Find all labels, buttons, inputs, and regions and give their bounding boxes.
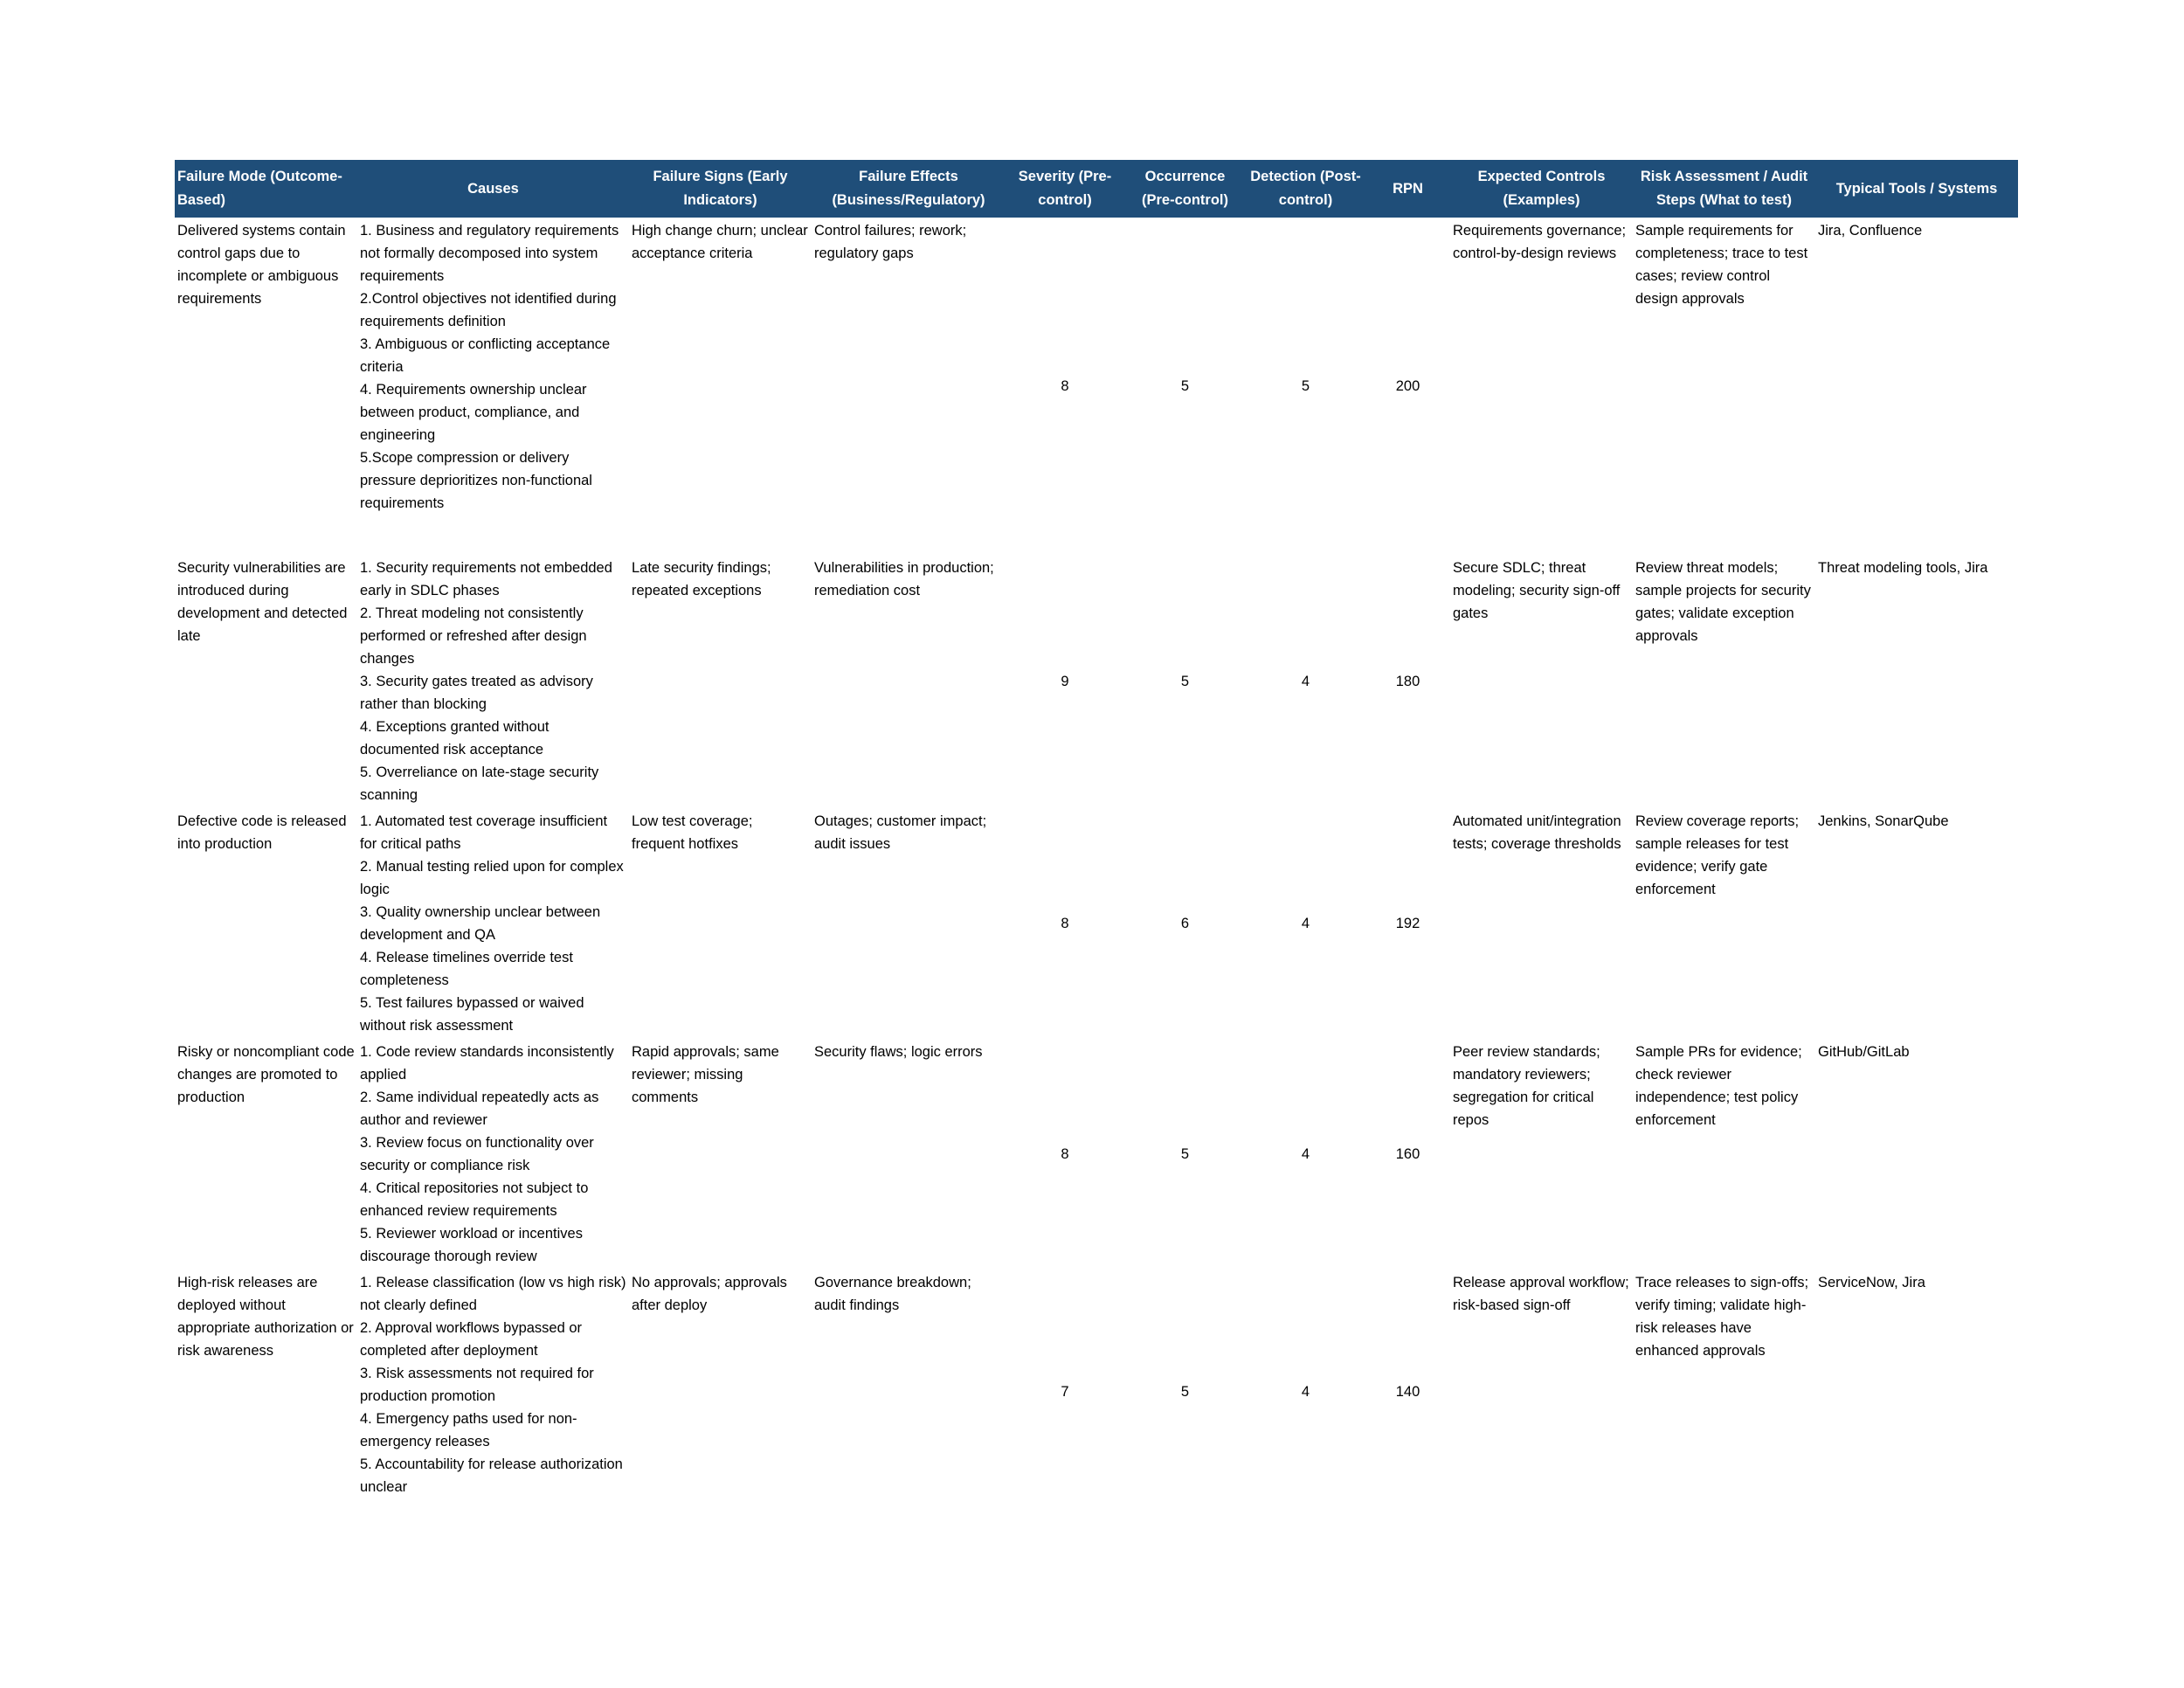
signs-cell: No approvals; approvals after deploy [632, 1275, 787, 1313]
detection-cell: 4 [1301, 674, 1310, 689]
causes-cell: 1. Security requirements not embedded early in SDLC phases 2. Threat modeling not consistently performed or refreshed after design changes 3. Security gates treated as advisory rather than blocking 4. Exceptions granted without documented risk acceptance 5. Overreliance on late-stage security scanning [360, 560, 612, 803]
rpn-cell: 200 [1395, 378, 1420, 394]
controls-cell: Automated unit/integration tests; coverage thresholds [1453, 813, 1621, 852]
effects-cell: Security flaws; logic errors [814, 1044, 983, 1060]
failure-mode-cell: Defective code is released into production [177, 813, 347, 852]
severity-cell: 8 [1061, 378, 1069, 394]
header-failure-effects: Failure Effects (Business/Regulatory) [812, 160, 1006, 218]
effects-cell: Control failures; rework; regulatory gaps [814, 223, 967, 261]
causes-cell: 1. Release classification (low vs high risk) not clearly defined 2. Approval workflows bypassed or completed after deployment 3. Risk assessments not required for production promotion 4. Emergency paths used for non-emergency releases 5. Accountability for release authorization unclear [360, 1275, 626, 1495]
header-causes: Causes [357, 160, 629, 218]
detection-cell: 4 [1301, 1383, 1310, 1400]
controls-cell: Secure SDLC; threat modeling; security sign-off gates [1453, 560, 1621, 621]
controls-cell: Release approval workflow; risk-based sign-off [1453, 1275, 1629, 1313]
failure-mode-cell: Security vulnerabilities are introduced during development and detected late [177, 560, 348, 644]
rpn-cell: 192 [1395, 916, 1420, 931]
tools-cell: Jenkins, SonarQube [1818, 813, 1949, 829]
causes-cell: 1. Code review standards inconsistently applied 2. Same individual repeatedly acts as author and reviewer 3. Review focus on functionality over security or compliance risk 4. Critical repositories not subject to enhanced review requirements 5. Reviewer workload or incentives discourage thorough review [360, 1044, 614, 1264]
tools-cell: Jira, Confluence [1818, 223, 1923, 239]
header-tools: Typical Tools / Systems [1815, 160, 2018, 218]
occurrence-cell: 5 [1180, 378, 1190, 394]
audit-steps-cell: Trace releases to sign-offs; verify timing; validate high-risk releases have enhanced approvals [1635, 1275, 1809, 1359]
controls-cell: Peer review standards; mandatory reviewers; segregation for critical repos [1453, 1044, 1600, 1128]
table-row [175, 1039, 2018, 1269]
signs-cell: Rapid approvals; same reviewer; missing comments [632, 1044, 779, 1105]
header-rpn: RPN [1365, 160, 1450, 218]
tools-cell: ServiceNow, Jira [1818, 1275, 1925, 1290]
severity-cell: 9 [1061, 674, 1069, 689]
causes-cell: 1. Business and regulatory requirements not formally decomposed into system requirements 2.Control objectives not identified during requirements definition 3. Ambiguous or conflicting acceptance criteria 4. Requirements ownership unclear between product, compliance, and engineering 5.Scope compression or delivery pressure deprioritizes non-functional requirements [360, 223, 619, 511]
header-audit-steps: Risk Assessment / Audit Steps (What to test) [1633, 160, 1815, 218]
occurrence-cell: 5 [1180, 1146, 1190, 1162]
effects-cell: Outages; customer impact; audit issues [814, 813, 987, 852]
rpn-cell: 140 [1395, 1383, 1420, 1400]
effects-cell: Governance breakdown; audit findings [814, 1275, 971, 1313]
rpn-cell: 160 [1395, 1146, 1420, 1162]
tools-cell: Threat modeling tools, Jira [1818, 560, 1988, 576]
table-row [175, 808, 2018, 1039]
audit-steps-cell: Review coverage reports; sample releases for test evidence; verify gate enforcement [1635, 813, 1800, 897]
audit-steps-cell: Review threat models; sample projects for security gates; validate exception approvals [1635, 560, 1811, 644]
controls-cell: Requirements governance; control-by-design reviews [1453, 223, 1627, 261]
signs-cell: High change churn; unclear acceptance criteria [632, 223, 808, 261]
signs-cell: Late security findings; repeated exceptions [632, 560, 771, 598]
rpn-cell: 180 [1395, 674, 1420, 689]
table-row [175, 218, 2018, 555]
severity-cell: 8 [1061, 916, 1069, 931]
audit-steps-cell: Sample requirements for completeness; trace to test cases; review control design approvals [1635, 223, 1808, 307]
severity-cell: 8 [1061, 1146, 1069, 1162]
severity-cell: 7 [1061, 1383, 1069, 1400]
audit-steps-cell: Sample PRs for evidence; check reviewer independence; test policy enforcement [1635, 1044, 1802, 1128]
occurrence-cell: 6 [1180, 916, 1190, 931]
header-row [175, 160, 2018, 218]
header-occurrence: Occurrence (Pre-control) [1124, 160, 1246, 218]
failure-mode-cell: High-risk releases are deployed without appropriate authorization or risk awareness [177, 1275, 354, 1359]
failure-mode-cell: Delivered systems contain control gaps due to incomplete or ambiguous requirements [177, 223, 346, 307]
detection-cell: 4 [1301, 1146, 1310, 1162]
effects-cell: Vulnerabilities in production; remediation cost [814, 560, 994, 598]
signs-cell: Low test coverage; frequent hotfixes [632, 813, 753, 852]
occurrence-cell: 5 [1180, 1383, 1190, 1400]
fmea-sheet [175, 160, 2018, 1513]
detection-cell: 5 [1301, 378, 1310, 394]
table-row [175, 555, 2018, 808]
tools-cell: GitHub/GitLab [1818, 1044, 1910, 1060]
header-expected-controls: Expected Controls (Examples) [1450, 160, 1633, 218]
header-severity: Severity (Pre-control) [1006, 160, 1124, 218]
detection-cell: 4 [1301, 916, 1310, 931]
failure-mode-cell: Risky or noncompliant code changes are promoted to production [177, 1044, 355, 1105]
causes-cell: 1. Automated test coverage insufficient for critical paths 2. Manual testing relied upon for complex logic 3. Quality ownership unclear between development and QA 4. Release timelines override test completeness 5. Test failures bypassed or waived without risk assessment [360, 813, 624, 1034]
header-detection: Detection (Post-control) [1246, 160, 1365, 218]
header-failure-signs: Failure Signs (Early Indicators) [629, 160, 812, 218]
fmea-table [175, 160, 2018, 1513]
table-row [175, 1269, 2018, 1513]
header-failure-mode: Failure Mode (Outcome-Based) [175, 160, 357, 218]
occurrence-cell: 5 [1180, 674, 1190, 689]
